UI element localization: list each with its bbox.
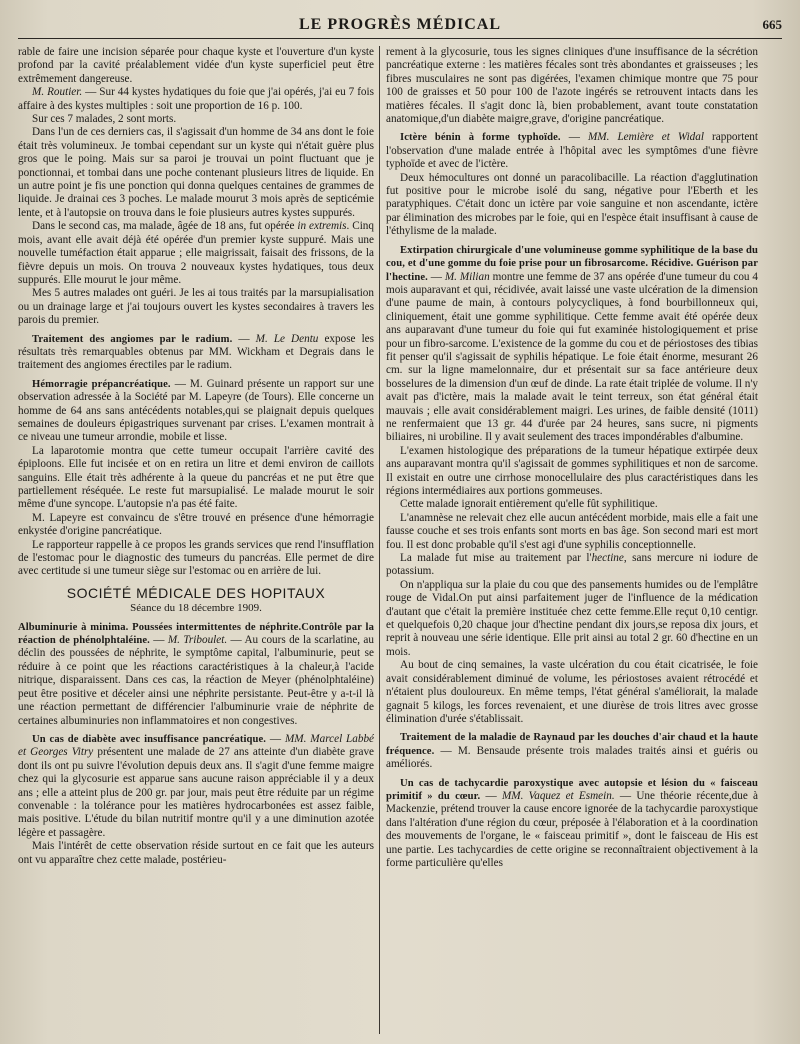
paragraph-text: . Cinq mois, avant elle avait déjà été opérée d'un premier kyste suppuré. Mais une nouvelle tuméfaction était apparue ; elle maigrissait, faisait des frissons, de la fièvre depuis un mois. On trouva 2 nouveaux kystes hydatiques, tous deux suppurés. Elle mourut le jour même. bbox=[18, 220, 374, 286]
journal-title: LE PROGRÈS MÉDICAL bbox=[298, 16, 502, 33]
entry-text: présente trois malades traités ainsi et guéris ou améliorés. bbox=[386, 744, 758, 771]
entry-raynaud: Traitement de la maladie de Raynaud par les douches d'air chaud et la haute fréquence. — M. Bensaude présente trois malades traités ainsi et guéris ou améliorés. bbox=[386, 732, 758, 771]
paragraph: L'anamnèse ne relevait chez elle aucun antécédent morbide, mais elle a fait une fausse couche et ses trois enfants sont morts en bas âge. Son second mari est mort fou. Il est donc probable qu'il s'est agi d'une syphilis conceptionnelle. bbox=[386, 511, 758, 551]
paragraph: Mes 5 autres malades ont guéri. Je les ai tous traités par la marsupialisation ou un drainage large et j'ai toujours ouvert les kystes secondaires à travers les parois du premier. bbox=[18, 287, 374, 327]
paragraph bbox=[386, 552, 758, 579]
column-divider bbox=[379, 46, 380, 1034]
emphasis: in extremis bbox=[297, 220, 347, 233]
paragraph: rable de faire une incision séparée pour chaque kyste et l'ouverture d'un kyste profond par la cavité préalablement vidée d'un kyste superficiel peut être extrêmement dangereuse. bbox=[18, 46, 374, 85]
author: MM. Vaquez et Esmein. bbox=[501, 789, 615, 802]
paragraph bbox=[18, 86, 374, 113]
entry-text: présente un rapport sur une observation adressée à la Société par M. Lapeyre (de Tours). Elle concerne un homme de 64 ans sans antécédents notables,qui se plaignait depuis quelques semaines de douleurs épigastriques survenant par crises. L'examen montrait à ce niveau une tumeur arrondie, mobile et lisse. bbox=[18, 377, 374, 444]
right-column bbox=[386, 46, 758, 1036]
entry-title: Hémorragie prépancréatique. bbox=[32, 378, 171, 390]
author: M. Guinard bbox=[189, 377, 244, 390]
entry-title: Un cas de tachycardie paroxystique avec autopsie et lésion du « faisceau primitif » du cœur. bbox=[386, 777, 758, 802]
paragraph: M. Lapeyre est convaincu de s'être trouvé en présence d'une hémorragie enkystée d'origine pancréatique. bbox=[18, 511, 374, 538]
paragraph-text: La malade fut mise au traitement par l' bbox=[400, 552, 592, 565]
entry-ictere: Ictère bénin à forme typhoïde. — MM. Lemière et Widal rapportent l'observation d'une malade entrée à l'hôpital avec les symptômes d'une fièvre typhoïde et avec de l'ictère. bbox=[386, 131, 758, 171]
entry-hemorragie: Hémorragie prépancréatique. — M. Guinard présente un rapport sur une observation adressée à la Société par M. Lapeyre (de Tours). Elle concerne un homme de 64 ans sans antécédents notables,qui se plaignait depuis quelques semaines de douleurs épigastriques survenant par crises. L'examen montrait à ce niveau une tumeur arrondie, mobile et lisse. bbox=[18, 377, 374, 444]
entry-text: — Au cours de la scarlatine, au déclin des poussées de néphrite, le symptôme capital, l'albuminurie, peut se réduire à ce point que les réactions caractéristiques à la chaleur,à l'acide nitrique, disparaissent. Dans ces cas, la réaction de Meyer (phénolphtaléine) peut être positive et déceler ainsi une néphrite persistante. Peut-être y a-t-il là une réaction permettant de différencier l'albuminurie vraie de néphrite de certaines albuminuries non inflammatoires et non congestives. bbox=[18, 634, 374, 727]
section-heading: SOCIÉTÉ MÉDICALE DES HOPITAUX bbox=[66, 584, 326, 601]
entry-text: présentent une malade de 27 ans atteinte d'un diabète grave dont ils ont pu suivre l'évolution depuis deux ans. Il s'agit d'une femme maigre chez qui la glycosurie est apparue sans aucune raison appréciable il y a deux ans ; elle a atteint plus de 200 gr. par jour, mais peut être réduite par un régime convenable : la tolérance pour les matières hydrocarbonées est assez faible, mais positive. L'étude du bilan nutritif montre qu'il y a une diminution azotée légère et passagère. bbox=[18, 746, 374, 839]
paragraph: La laparotomie montra que cette tumeur occupait l'arrière cavité des épiploons. Elle fut incisée et on en retira un litre et demi environ de caillots sanguins. Elle était très adhérente à la queue du pancréas et ne put être que partiellement réséquée. Le reste fut marsupialisé. Le malade mourut le soir même d'une syncope. L'autopsie n'a pas été faite. bbox=[18, 444, 374, 511]
paragraph: rement à la glycosurie, tous les signes cliniques d'une insuffisance de la sécrétion pancréatique externe : les matières fécales sont très abondantes et graisseuses ; les fibres musculaires ne sont pas digérées, l'examen chimique montre que 75 pour 100 de graisses et 50 pour 100 de l'azote ingérés se retrouvent intacts dans les matières fécales. Il s'agit donc là, bien probablement, avant toute constatation anatomique,d'un diabète maigre,grave, d'origine pancréatique. bbox=[386, 46, 758, 126]
emphasis: hectine bbox=[591, 552, 624, 565]
entry-text: rapportent l'observation d'une malade entrée à l'hôpital avec les symptômes d'une fièvre typhoïde et avec de l'ictère. bbox=[386, 131, 758, 171]
author: M. Bensaude bbox=[457, 744, 521, 757]
paragraph: Deux hémocultures ont donné un paracolibacille. La réaction d'agglutination fut positive pour le microbe isolé du sang, négative pour l'Eberth et les paratyphiques. C'était donc un ictère par voie sanguine et non ascendante, ictère par élimination des microbes par le foie, qui en l'espèce était insuffisant à cause de l'éthylisme de la malade. bbox=[386, 171, 758, 238]
entry-text: — Une théorie récente,due à Mackenzie, prétend trouver la cause encore ignorée de la tachycardie paroxystique dans l'altération d'une région du cœur, préposée à l'élaboration et à la coordination des mouvements de l'organe, le « faisceau primitif », dont le faisceau de His est une partie. Les tachycardies de cette origine se reconnaîtraient objectivement à la forme particulière qu'elles bbox=[386, 789, 758, 869]
entry-title: Extirpation chirurgicale d'une volumineuse gomme syphilitique de la base du cou, et d'une gomme du foie prise pour un fibrosarcome. Récidive. Guérison par l'hectine. bbox=[386, 244, 758, 283]
entry-title: Traitement des angiomes par le radium. bbox=[32, 333, 233, 345]
paragraph: Sur ces 7 malades, 2 sont morts. bbox=[32, 113, 177, 126]
author: M. Le Dentu bbox=[255, 332, 319, 345]
paragraph: Dans l'un de ces derniers cas, il s'agissait d'un homme de 34 ans dont le foie était très volumineux. Je tombai cependant sur un kyste qui n'était guère plus gros que le poing. Mais sur sa paroi je trouvai un point fluctuant que je ponctionnai, et tombai dans une poche contenant plusieurs litres de liquide. En un autre point je fis une ponction qui donna quelques centaines de grammes de liquide. Je drainai ces 3 poches. Le malade mourut 3 mois après de septicémie lente, et à l'autopsie on trouva dans le foie plusieurs autres kystes suppurés. bbox=[18, 126, 374, 219]
left-column bbox=[18, 46, 374, 1036]
entry-albuminurie: Albuminurie à minima. Poussées intermittentes de néphrite.Contrôle par la réaction de phénolphtaléine. — M. Triboulet. — Au cours de la scarlatine, au déclin des poussées de néphrite, le symptôme capital, l'albuminurie, peut se réduire à ce point que les réactions caractéristiques à la chaleur,à l'acide nitrique, disparaissent. Dans ces cas, la réaction de Meyer (phénolphtaléine) peut être positive et déceler ainsi une néphrite persistante. Peut-être y a-t-il là une réaction permettant de différencier l'albuminurie vraie de néphrite de certaines albuminuries non inflammatoires et non congestives. bbox=[18, 621, 374, 727]
entry-diabete: Un cas de diabète avec insuffisance pancréatique. — MM. Marcel Labbé et Georges Vitry présentent une malade de 27 ans atteinte d'un diabète grave dont ils ont pu suivre l'évolution depuis deux ans. Il s'agit d'une femme maigre chez qui la glycosurie est apparue sans aucune raison appréciable il y a deux ans ; elle a atteint plus de 200 gr. par jour, mais peut être réduite par un régime convenable : la tolérance pour les matières hydrocarbonées est assez faible, mais positive. L'étude du bilan nutritif montre qu'il y a une diminution azotée légère et passagère. bbox=[18, 732, 374, 839]
entry-extirpation: Extirpation chirurgicale d'une volumineuse gomme syphilitique de la base du cou, et d'une gomme du foie prise pour un fibrosarcome. Récidive. Guérison par l'hectine. — M. Milian montre une femme de 37 ans opérée d'une tumeur du cou 4 mois auparavant et qui, récidivée, avait laissé une vaste ulcération de la dimension d'une paume de main, à contours polycycliques, à fond bourbillonneux qui, cliniquement, était une gomme syphilitique. Cette femme avait été opérée deux ans auparavant d'une tumeur du foie qui fut examinée histologiquement et prise pour un fibro-sarcome. L'existence de la gomme du cou et de périostoses des tibias fit penser qu'il s'agissait de syphilis hépatique. Le foie était énorme, mesurant 26 cm. sur la ligne mamelonnaire, dur et présentait sur sa face antérieure deux bosselures de la dimension d'un œuf de dinde. La rate était triplée de volume. Il n'y avait pas d'ictère, mais la malade avait le teint terreux, son état général était mauvais ; elle avait considérablement maigri. Les urines, de faible densité (1011) ne renfermaient que 13 gr. 44 d'urée par 24 heures, sans sucre, ni pigments biliaires, ni urobiline. Il y avait seulement des traces impondérables d'albumine. bbox=[386, 244, 758, 444]
paragraph: Au bout de cinq semaines, la vaste ulcération du cou était cicatrisée, le foie avait considérablement diminué de volume, les périostoses avaient rétrocédé et n'étaient plus douloureux. En même temps, l'état général s'améliorait, la malade gagnait 5 kilogs, les forces revenaient, et une diurèse de trois litres avec grosse élimination d'urée s'établissait. bbox=[386, 659, 758, 725]
paragraph: Mais l'intérêt de cette observation réside surtout en ce fait que les auteurs ont vu apparaître chez cette malade, postérieu- bbox=[18, 840, 374, 866]
paragraph: Cette malade ignorait entièrement qu'elle fût syphilitique. bbox=[400, 498, 658, 511]
entry-tachycardie: Un cas de tachycardie paroxystique avec autopsie et lésion du « faisceau primitif » du cœur. — MM. Vaquez et Esmein. — Une théorie récente,due à Mackenzie, prétend trouver la cause encore ignorée de la tachycardie paroxystique dans l'altération d'une région du cœur, préposée à l'élaboration et à la coordination des mouvements de l'organe, le « faisceau primitif », dont le faisceau de His est une partie. Les tachycardies de cette origine se reconnaîtraient objectivement à la forme particulière qu'elles bbox=[386, 777, 758, 869]
paragraph: On n'appliqua sur la plaie du cou que des pansements humides ou de l'emplâtre rouge de Vidal.On put ainsi parfaitement juger de l'influence de la médication d'autant que c'était la première instituée chez cette femme.Elle reçut 0,10 centigr. et quelquefois 0,20 chaque jour d'hectine pendant dix jours,se reposa dix jours, et reprit à nouveau une série identique. Elle prit ainsi au total 2 gr. 60 d'hectine en un mois. bbox=[386, 578, 758, 658]
entry-title: Traitement de la maladie de Raynaud par les douches d'air chaud et la haute fréquence. bbox=[386, 732, 758, 757]
paragraph-text: Dans le second cas, ma malade, âgée de 18 ans, fut opérée bbox=[32, 220, 298, 233]
entry-title: Un cas de diabète avec insuffisance pancréatique. bbox=[32, 733, 267, 745]
author: M. Routier. bbox=[32, 86, 83, 99]
author: M. Milian bbox=[444, 270, 490, 283]
entry-title: Albuminurie à minima. Poussées intermittentes de néphrite.Contrôle par la réaction de phénolphtaléine. bbox=[18, 621, 374, 647]
entry-title: Ictère bénin à forme typhoïde. bbox=[400, 132, 561, 144]
page-number: 665 bbox=[762, 17, 782, 32]
paragraph bbox=[18, 220, 374, 287]
author: MM. Marcel Labbé et Georges Vitry bbox=[18, 732, 374, 759]
paragraph-text: — Sur 44 kystes hydatiques du foie que j'ai opérés, j'ai eu 7 fois affaire à des kystes multiples : soit une proportion de 16 p. 100. bbox=[18, 86, 374, 112]
paragraph: L'examen histologique des préparations de la tumeur hépatique extirpée deux ans auparavant montra qu'il s'agissait de gommes syphilitiques et non de sarcome. Il existait en outre une cirrhose monocellulaire des plus caractéristiques dans les régions intermédiaires aux portions gommeuses. bbox=[386, 444, 758, 497]
paragraph-text: , sans mercure ni iodure de potassium. bbox=[386, 552, 758, 578]
session-date: Séance du 18 décembre 1909. bbox=[130, 602, 262, 615]
author: MM. Lemière et Widal bbox=[587, 131, 704, 144]
entry-text: expose les résultats très remarquables obtenus par MM. Wickham et Degrais dans le traitement des angiomes érectiles par le radium. bbox=[18, 332, 374, 372]
entry-angiomes: Traitement des angiomes par le radium. — M. Le Dentu expose les résultats très remarquables obtenus par MM. Wickham et Degrais dans le traitement des angiomes érectiles par le radium. bbox=[18, 332, 374, 372]
author: M. Triboulet. bbox=[167, 634, 228, 647]
page-header bbox=[18, 12, 782, 39]
entry-text: montre une femme de 37 ans opérée d'une tumeur du cou 4 mois auparavant et qui, récidivée, avait laissé une vaste ulcération de la dimension d'une paume de main, à contours polycycliques, à fond bourbillonneux qui, cliniquement, était une gomme syphilitique. Cette femme avait été opérée deux ans auparavant d'une tumeur du foie qui fut examinée histologiquement et prise pour un fibro-sarcome. L'existence de la gomme du cou et de périostoses des tibias fit penser qu'il s'agissait de syphilis hépatique. Le foie était énorme, mesurant 26 cm. sur la ligne mamelonnaire, dur et présentait sur sa face antérieure deux bosselures de la dimension d'un œuf de dinde. La rate était triplée de volume. Il n'y avait pas d'ictère, mais la malade avait le teint terreux, son état général était mauvais ; elle avait considérablement maigri. Les urines, de faible densité (1011) ne renfermaient que 13 gr. 44 d'urée par 24 heures, sans sucre, ni pigments biliaires, ni urobiline. Il y avait seulement des traces impondérables d'albumine. bbox=[386, 270, 758, 444]
paragraph: Le rapporteur rappelle à ce propos les grands services que rend l'insufflation de l'estomac pour le diagnostic des tumeurs du pancréas. Elle permet de dire avec certitude si une tumeur siège sur l'estomac ou en arrière de lui. bbox=[18, 538, 374, 578]
